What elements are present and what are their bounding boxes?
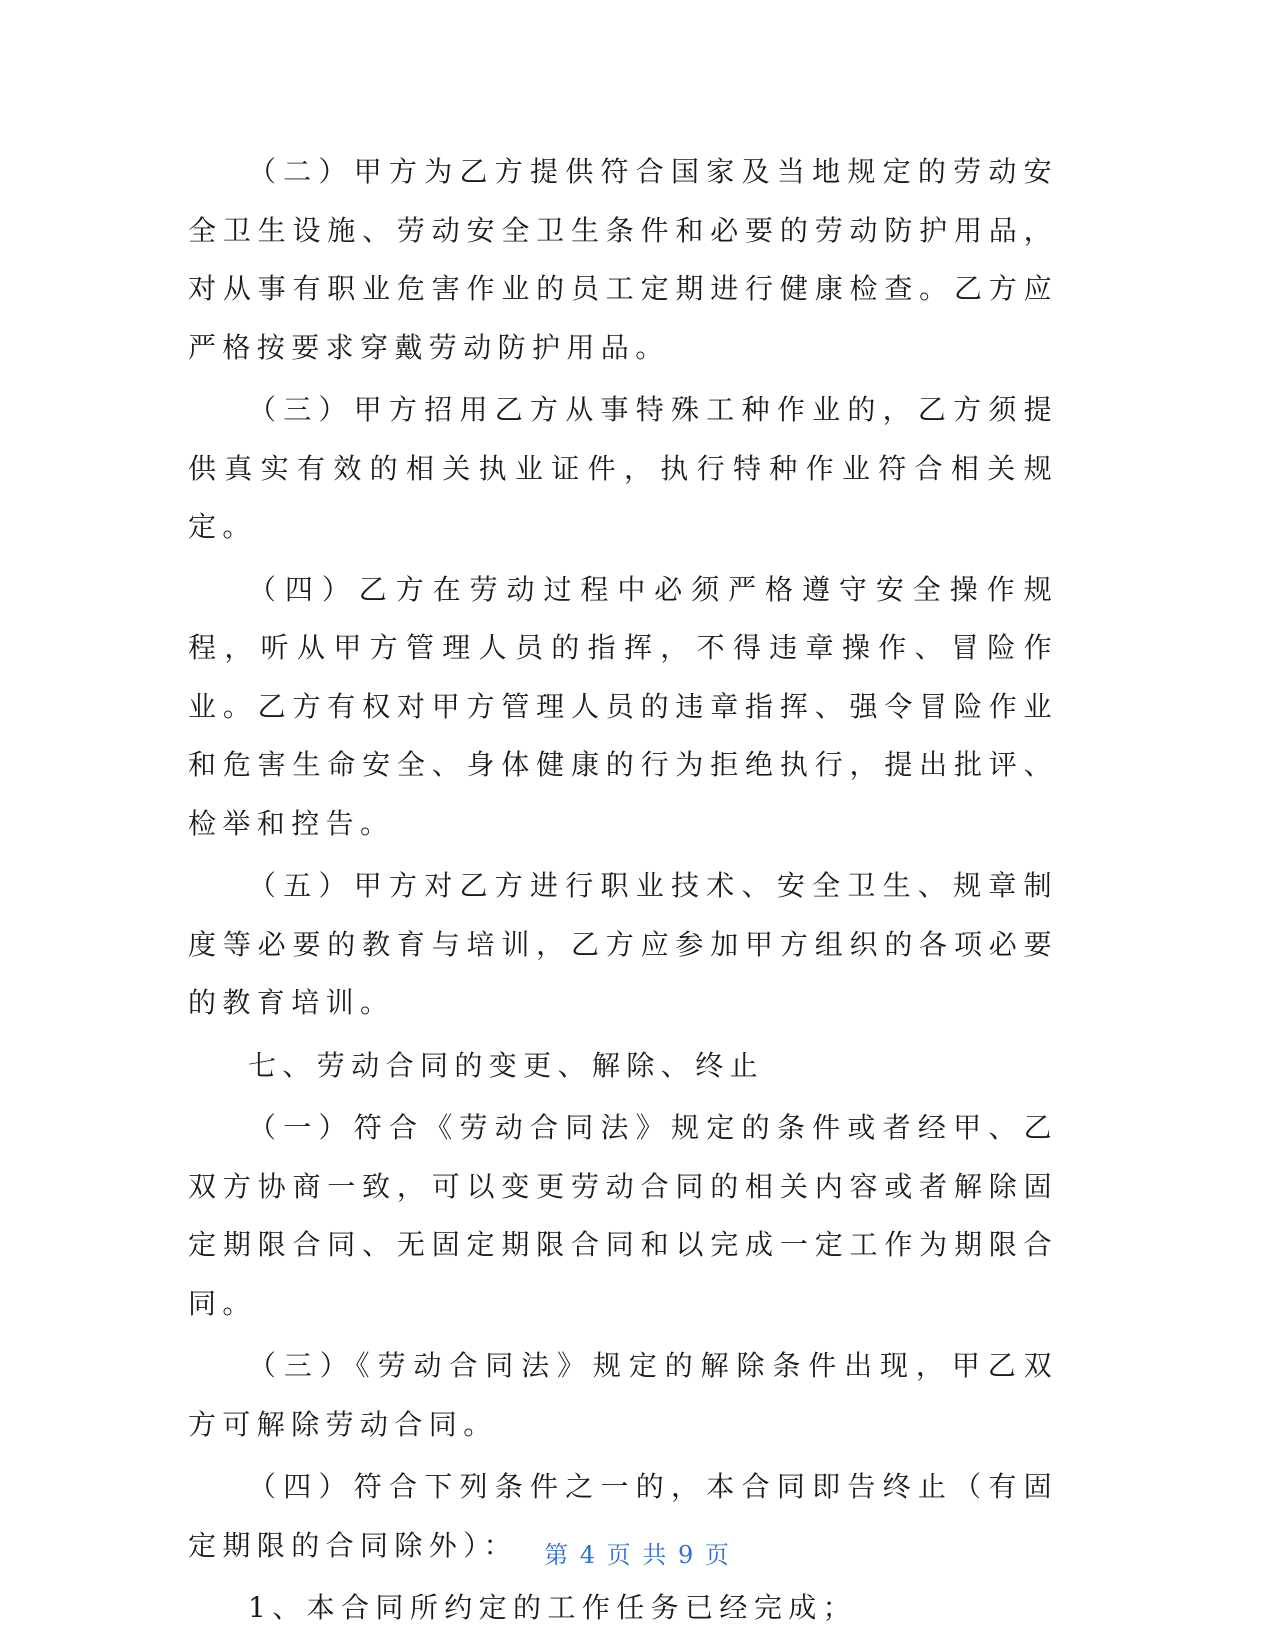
- paragraph-termination-conditions: （四）符合下列条件之一的，本合同即告终止（有固定期限的合同除外）：: [188, 1470, 1058, 1562]
- list-item-condition-1: 1、本合同所约定的工作任务已经完成；: [248, 1591, 858, 1624]
- paragraph-contract-modification: （一）符合《劳动合同法》规定的条件或者经甲、乙双方协商一致，可以变更劳动合同的相关内容或者解除固定期限合同、无固定期限合同和以完成一定工作为期限合同。: [188, 1111, 1058, 1320]
- section-heading-contract-change: 七、劳动合同的变更、解除、终止: [248, 1048, 765, 1082]
- paragraph-special-work: （三）甲方招用乙方从事特殊工种作业的，乙方须提供真实有效的相关执业证件，执行特种作业符合相关规定。: [188, 393, 1058, 543]
- page-footer: [0, 1535, 1275, 1570]
- page-number-label: 第 4 页 共 9 页: [544, 1541, 731, 1569]
- document-body: [188, 143, 1058, 1642]
- paragraph-safety-equipment: （二）甲方为乙方提供符合国家及当地规定的劳动安全卫生设施、劳动安全卫生条件和必要的劳动防护用品，对从事有职业危害作业的员工定期进行健康检查。乙方应严格按要求穿戴劳动防护用品。: [188, 155, 1058, 364]
- paragraph-training: （五）甲方对乙方进行职业技术、安全卫生、规章制度等必要的教育与培训，乙方应参加甲方组织的各项必要的教育培训。: [188, 869, 1058, 1019]
- paragraph-contract-termination: （三）《劳动合同法》规定的解除条件出现，甲乙双方可解除劳动合同。: [188, 1349, 1058, 1441]
- paragraph-safety-rules: （四）乙方在劳动过程中必须严格遵守安全操作规程，听从甲方管理人员的指挥，不得违章操作、冒险作业。乙方有权对甲方管理人员的违章指挥、强令冒险作业和危害生命安全、身体健康的行为拒绝执行，提出批评、检举和控告。: [188, 572, 1058, 840]
